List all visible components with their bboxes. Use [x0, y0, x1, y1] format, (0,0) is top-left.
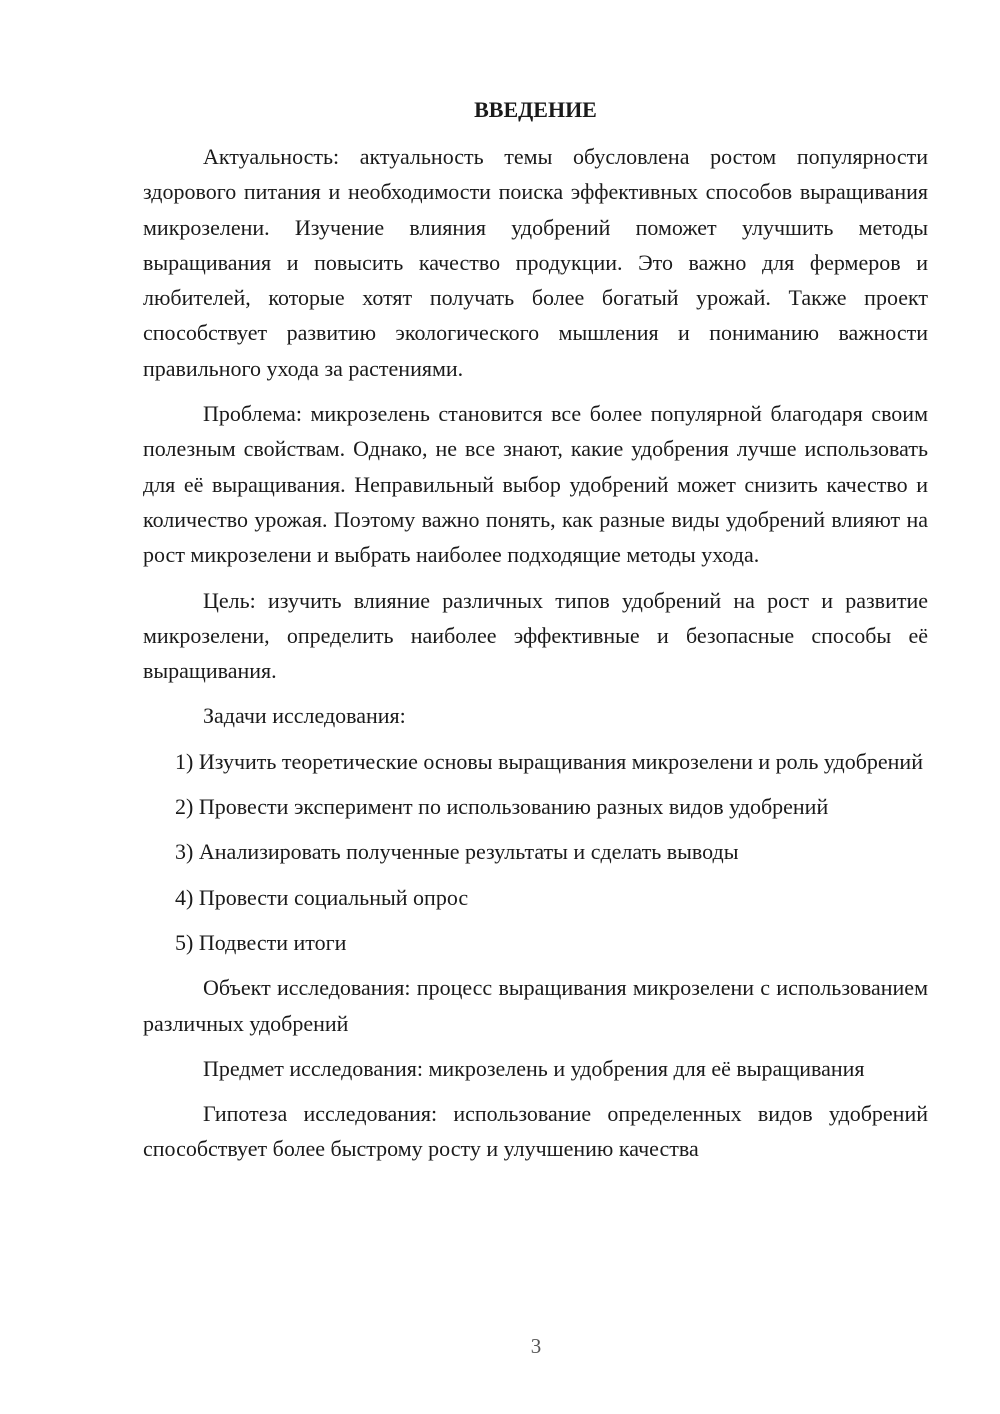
paragraph-problem: Проблема: микрозелень становится все более популярной благодаря своим полезным свойствам. Однако, не все знают, какие удобрения лучше использовать для её выращивания. Неправильный выбор удобрений может снизить качество и количество урожая. Поэтому важно понять, как разные виды удобрений влияют на рост микрозелени и выбрать наиболее подходящие методы ухода.: [143, 401, 928, 568]
list-item-task-2: 2) Провести эксперимент по использованию разных видов удобрений: [175, 794, 829, 820]
paragraph-object: Объект исследования: процесс выращивания микрозелени с использованием различных удобрений: [143, 975, 928, 1036]
paragraph-subject: Предмет исследования: микрозелень и удобрения для её выращивания: [203, 1055, 865, 1081]
paragraph-goal: Цель: изучить влияние различных типов удобрений на рост и развитие микрозелени, определить наиболее эффективные и безопасные способы её выращивания.: [143, 587, 928, 684]
list-item-task-5: 5) Подвести итоги: [175, 929, 347, 955]
paragraph-relevance: Актуальность: актуальность темы обусловлена ростом популярности здорового питания и необходимости поиска эффективных способов выращивания микрозелени. Изучение влияния удобрений поможет улучшить методы выращивания и повысить качество продукции. Это важно для фермеров и любителей, которые хотят получать более богатый урожай. Также проект способствует развитию экологического мышления и пониманию важности правильного ухода за растениями.: [143, 144, 928, 381]
page-title: ВВЕДЕНИЕ: [474, 97, 597, 122]
paragraph-tasks-heading: Задачи исследования:: [203, 703, 406, 729]
page-number: 3: [530, 1334, 542, 1358]
list-item-task-3: 3) Анализировать полученные результаты и сделать выводы: [175, 839, 739, 865]
paragraph-hypothesis: Гипотеза исследования: использование определенных видов удобрений способствует более быстрому росту и улучшению качества: [143, 1101, 928, 1162]
list-item-task-1: 1) Изучить теоретические основы выращивания микрозелени и роль удобрений: [175, 748, 923, 774]
list-item-task-4: 4) Провести социальный опрос: [175, 884, 469, 910]
document-page: [143, 92, 928, 1177]
